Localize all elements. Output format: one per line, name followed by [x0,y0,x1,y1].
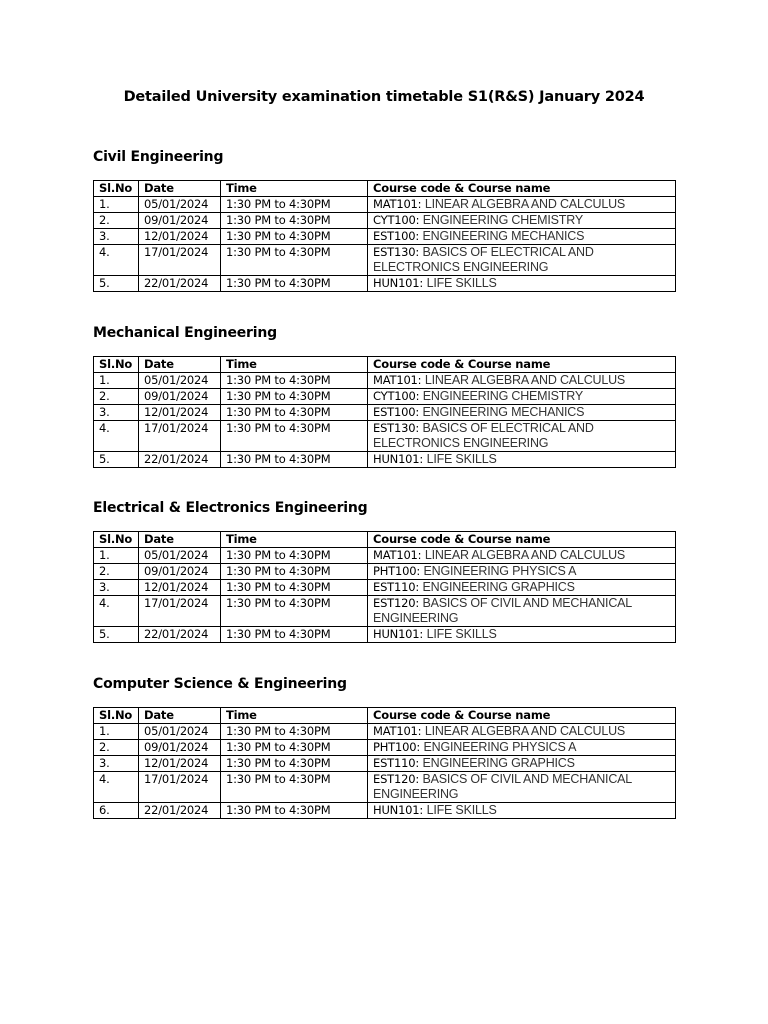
table-row [94,772,676,803]
course-code: PHT100: [373,564,421,578]
cell-time: 1:30 PM to 4:30PM [221,548,368,564]
table-row [94,213,676,229]
page-title: Detailed University examination timetable S1(R&S) January 2024 [123,89,645,105]
cell-course [368,245,676,276]
cell-sl-no: 3. [94,229,139,245]
table-row [94,452,676,468]
cell-date: 22/01/2024 [139,627,221,643]
section-heading: Civil Engineering [93,149,224,165]
course-code: MAT101: [373,724,422,738]
cell-course [368,421,676,452]
cell-course [368,772,676,803]
course-name: LINEAR ALGEBRA AND CALCULUS [424,373,626,387]
table-row [94,373,676,389]
cell-sl-no: 2. [94,740,139,756]
cell-course [368,276,676,292]
column-header-time: Time [221,708,368,724]
course-name: ENGINEERING PHYSICS A [423,564,577,578]
course-code: EST110: [373,756,420,770]
column-header-date: Date [139,532,221,548]
table-row [94,724,676,740]
table-row [94,756,676,772]
cell-date: 17/01/2024 [139,245,221,276]
column-header-course: Course code & Course name [368,181,676,197]
table-row [94,229,676,245]
cell-course [368,197,676,213]
column-header-time: Time [221,181,368,197]
table-row [94,197,676,213]
cell-date: 17/01/2024 [139,772,221,803]
section-mechanical-engineering [93,324,675,468]
cell-sl-no: 5. [94,276,139,292]
cell-sl-no: 2. [94,389,139,405]
cell-date: 12/01/2024 [139,229,221,245]
cell-date: 09/01/2024 [139,740,221,756]
section-computer-science-engineering [93,675,675,819]
column-header-course: Course code & Course name [368,532,676,548]
cell-time: 1:30 PM to 4:30PM [221,627,368,643]
cell-course [368,405,676,421]
cell-sl-no: 4. [94,421,139,452]
section-heading: Electrical & Electronics Engineering [93,500,368,516]
cell-time: 1:30 PM to 4:30PM [221,564,368,580]
table-header-row [94,708,676,724]
table-row [94,405,676,421]
course-code: MAT101: [373,197,422,211]
course-code: EST100: [373,229,420,243]
course-code: EST130: [373,245,420,259]
cell-time: 1:30 PM to 4:30PM [221,772,368,803]
table-row [94,803,676,819]
course-code: EST120: [373,772,420,786]
cell-date: 12/01/2024 [139,405,221,421]
cell-course [368,213,676,229]
column-header-date: Date [139,181,221,197]
column-header-course: Course code & Course name [368,357,676,373]
cell-time: 1:30 PM to 4:30PM [221,452,368,468]
section-electrical-electronics-engineering [93,499,675,643]
cell-course [368,229,676,245]
course-name: LINEAR ALGEBRA AND CALCULUS [424,724,626,738]
cell-course [368,548,676,564]
cell-time: 1:30 PM to 4:30PM [221,421,368,452]
cell-course [368,564,676,580]
cell-time: 1:30 PM to 4:30PM [221,389,368,405]
cell-course [368,596,676,627]
table-header-row [94,532,676,548]
cell-sl-no: 4. [94,596,139,627]
cell-date: 22/01/2024 [139,452,221,468]
column-header-sl-no: Sl.No [94,532,139,548]
cell-sl-no: 2. [94,213,139,229]
course-code: CYT100: [373,389,420,403]
course-name: ENGINEERING GRAPHICS [422,580,575,594]
course-code: HUN101: [373,452,424,466]
course-code: EST120: [373,596,420,610]
column-header-date: Date [139,708,221,724]
cell-time: 1:30 PM to 4:30PM [221,803,368,819]
table-row [94,548,676,564]
course-name: BASICS OF CIVIL AND MECHANICAL ENGINEERING [373,772,632,801]
course-name: ENGINEERING MECHANICS [422,229,585,243]
cell-course [368,389,676,405]
cell-date: 17/01/2024 [139,596,221,627]
cell-sl-no: 4. [94,245,139,276]
course-code: EST100: [373,405,420,419]
table-row [94,245,676,276]
column-header-time: Time [221,532,368,548]
cell-course [368,756,676,772]
cell-sl-no: 6. [94,803,139,819]
cell-time: 1:30 PM to 4:30PM [221,213,368,229]
cell-course [368,803,676,819]
cell-time: 1:30 PM to 4:30PM [221,756,368,772]
column-header-date: Date [139,357,221,373]
cell-sl-no: 3. [94,405,139,421]
column-header-sl-no: Sl.No [94,181,139,197]
cell-sl-no: 5. [94,627,139,643]
cell-date: 22/01/2024 [139,803,221,819]
table-row [94,276,676,292]
course-name: ENGINEERING PHYSICS A [423,740,577,754]
table-header-row [94,181,676,197]
cell-time: 1:30 PM to 4:30PM [221,596,368,627]
cell-date: 17/01/2024 [139,421,221,452]
course-code: PHT100: [373,740,421,754]
course-name: LINEAR ALGEBRA AND CALCULUS [424,548,626,562]
table-row [94,389,676,405]
cell-date: 12/01/2024 [139,756,221,772]
cell-course [368,373,676,389]
cell-date: 09/01/2024 [139,564,221,580]
cell-sl-no: 1. [94,197,139,213]
course-code: HUN101: [373,276,424,290]
cell-sl-no: 2. [94,564,139,580]
cell-course [368,452,676,468]
course-code: EST110: [373,580,420,594]
cell-date: 05/01/2024 [139,724,221,740]
cell-time: 1:30 PM to 4:30PM [221,197,368,213]
cell-sl-no: 3. [94,580,139,596]
cell-date: 05/01/2024 [139,373,221,389]
course-name: LIFE SKILLS [426,452,497,466]
section-heading: Computer Science & Engineering [93,676,347,692]
course-name: LIFE SKILLS [426,803,497,817]
timetable-electrical-electronics-engineering [93,531,676,643]
cell-time: 1:30 PM to 4:30PM [221,405,368,421]
column-header-sl-no: Sl.No [94,708,139,724]
cell-sl-no: 4. [94,772,139,803]
cell-date: 22/01/2024 [139,276,221,292]
cell-course [368,740,676,756]
table-row [94,564,676,580]
cell-sl-no: 5. [94,452,139,468]
table-row [94,740,676,756]
course-name: ENGINEERING CHEMISTRY [422,213,583,227]
cell-sl-no: 1. [94,548,139,564]
timetable-civil-engineering [93,180,676,292]
cell-date: 05/01/2024 [139,197,221,213]
column-header-sl-no: Sl.No [94,357,139,373]
cell-date: 09/01/2024 [139,389,221,405]
cell-time: 1:30 PM to 4:30PM [221,724,368,740]
cell-time: 1:30 PM to 4:30PM [221,229,368,245]
timetable-mechanical-engineering [93,356,676,468]
cell-course [368,580,676,596]
course-code: HUN101: [373,627,424,641]
cell-course [368,627,676,643]
course-name: LIFE SKILLS [426,627,497,641]
cell-time: 1:30 PM to 4:30PM [221,245,368,276]
cell-time: 1:30 PM to 4:30PM [221,740,368,756]
course-name: LIFE SKILLS [426,276,497,290]
column-header-course: Course code & Course name [368,708,676,724]
course-name: LINEAR ALGEBRA AND CALCULUS [424,197,626,211]
course-code: MAT101: [373,373,422,387]
cell-time: 1:30 PM to 4:30PM [221,373,368,389]
course-name: BASICS OF CIVIL AND MECHANICAL ENGINEERING [373,596,632,625]
table-header-row [94,357,676,373]
cell-date: 05/01/2024 [139,548,221,564]
course-code: EST130: [373,421,420,435]
cell-sl-no: 3. [94,756,139,772]
table-row [94,421,676,452]
cell-sl-no: 1. [94,724,139,740]
course-name: BASICS OF ELECTRICAL AND ELECTRONICS ENGINEERING [373,245,594,274]
timetable-computer-science-engineering [93,707,676,819]
cell-date: 12/01/2024 [139,580,221,596]
section-civil-engineering [93,148,675,292]
course-code: MAT101: [373,548,422,562]
cell-sl-no: 1. [94,373,139,389]
course-name: ENGINEERING GRAPHICS [422,756,575,770]
cell-time: 1:30 PM to 4:30PM [221,580,368,596]
cell-course [368,724,676,740]
course-name: BASICS OF ELECTRICAL AND ELECTRONICS ENGINEERING [373,421,594,450]
table-row [94,627,676,643]
course-code: CYT100: [373,213,420,227]
course-name: ENGINEERING CHEMISTRY [422,389,583,403]
table-row [94,596,676,627]
table-row [94,580,676,596]
course-code: HUN101: [373,803,424,817]
course-name: ENGINEERING MECHANICS [422,405,585,419]
section-heading: Mechanical Engineering [93,325,277,341]
cell-date: 09/01/2024 [139,213,221,229]
cell-time: 1:30 PM to 4:30PM [221,276,368,292]
column-header-time: Time [221,357,368,373]
